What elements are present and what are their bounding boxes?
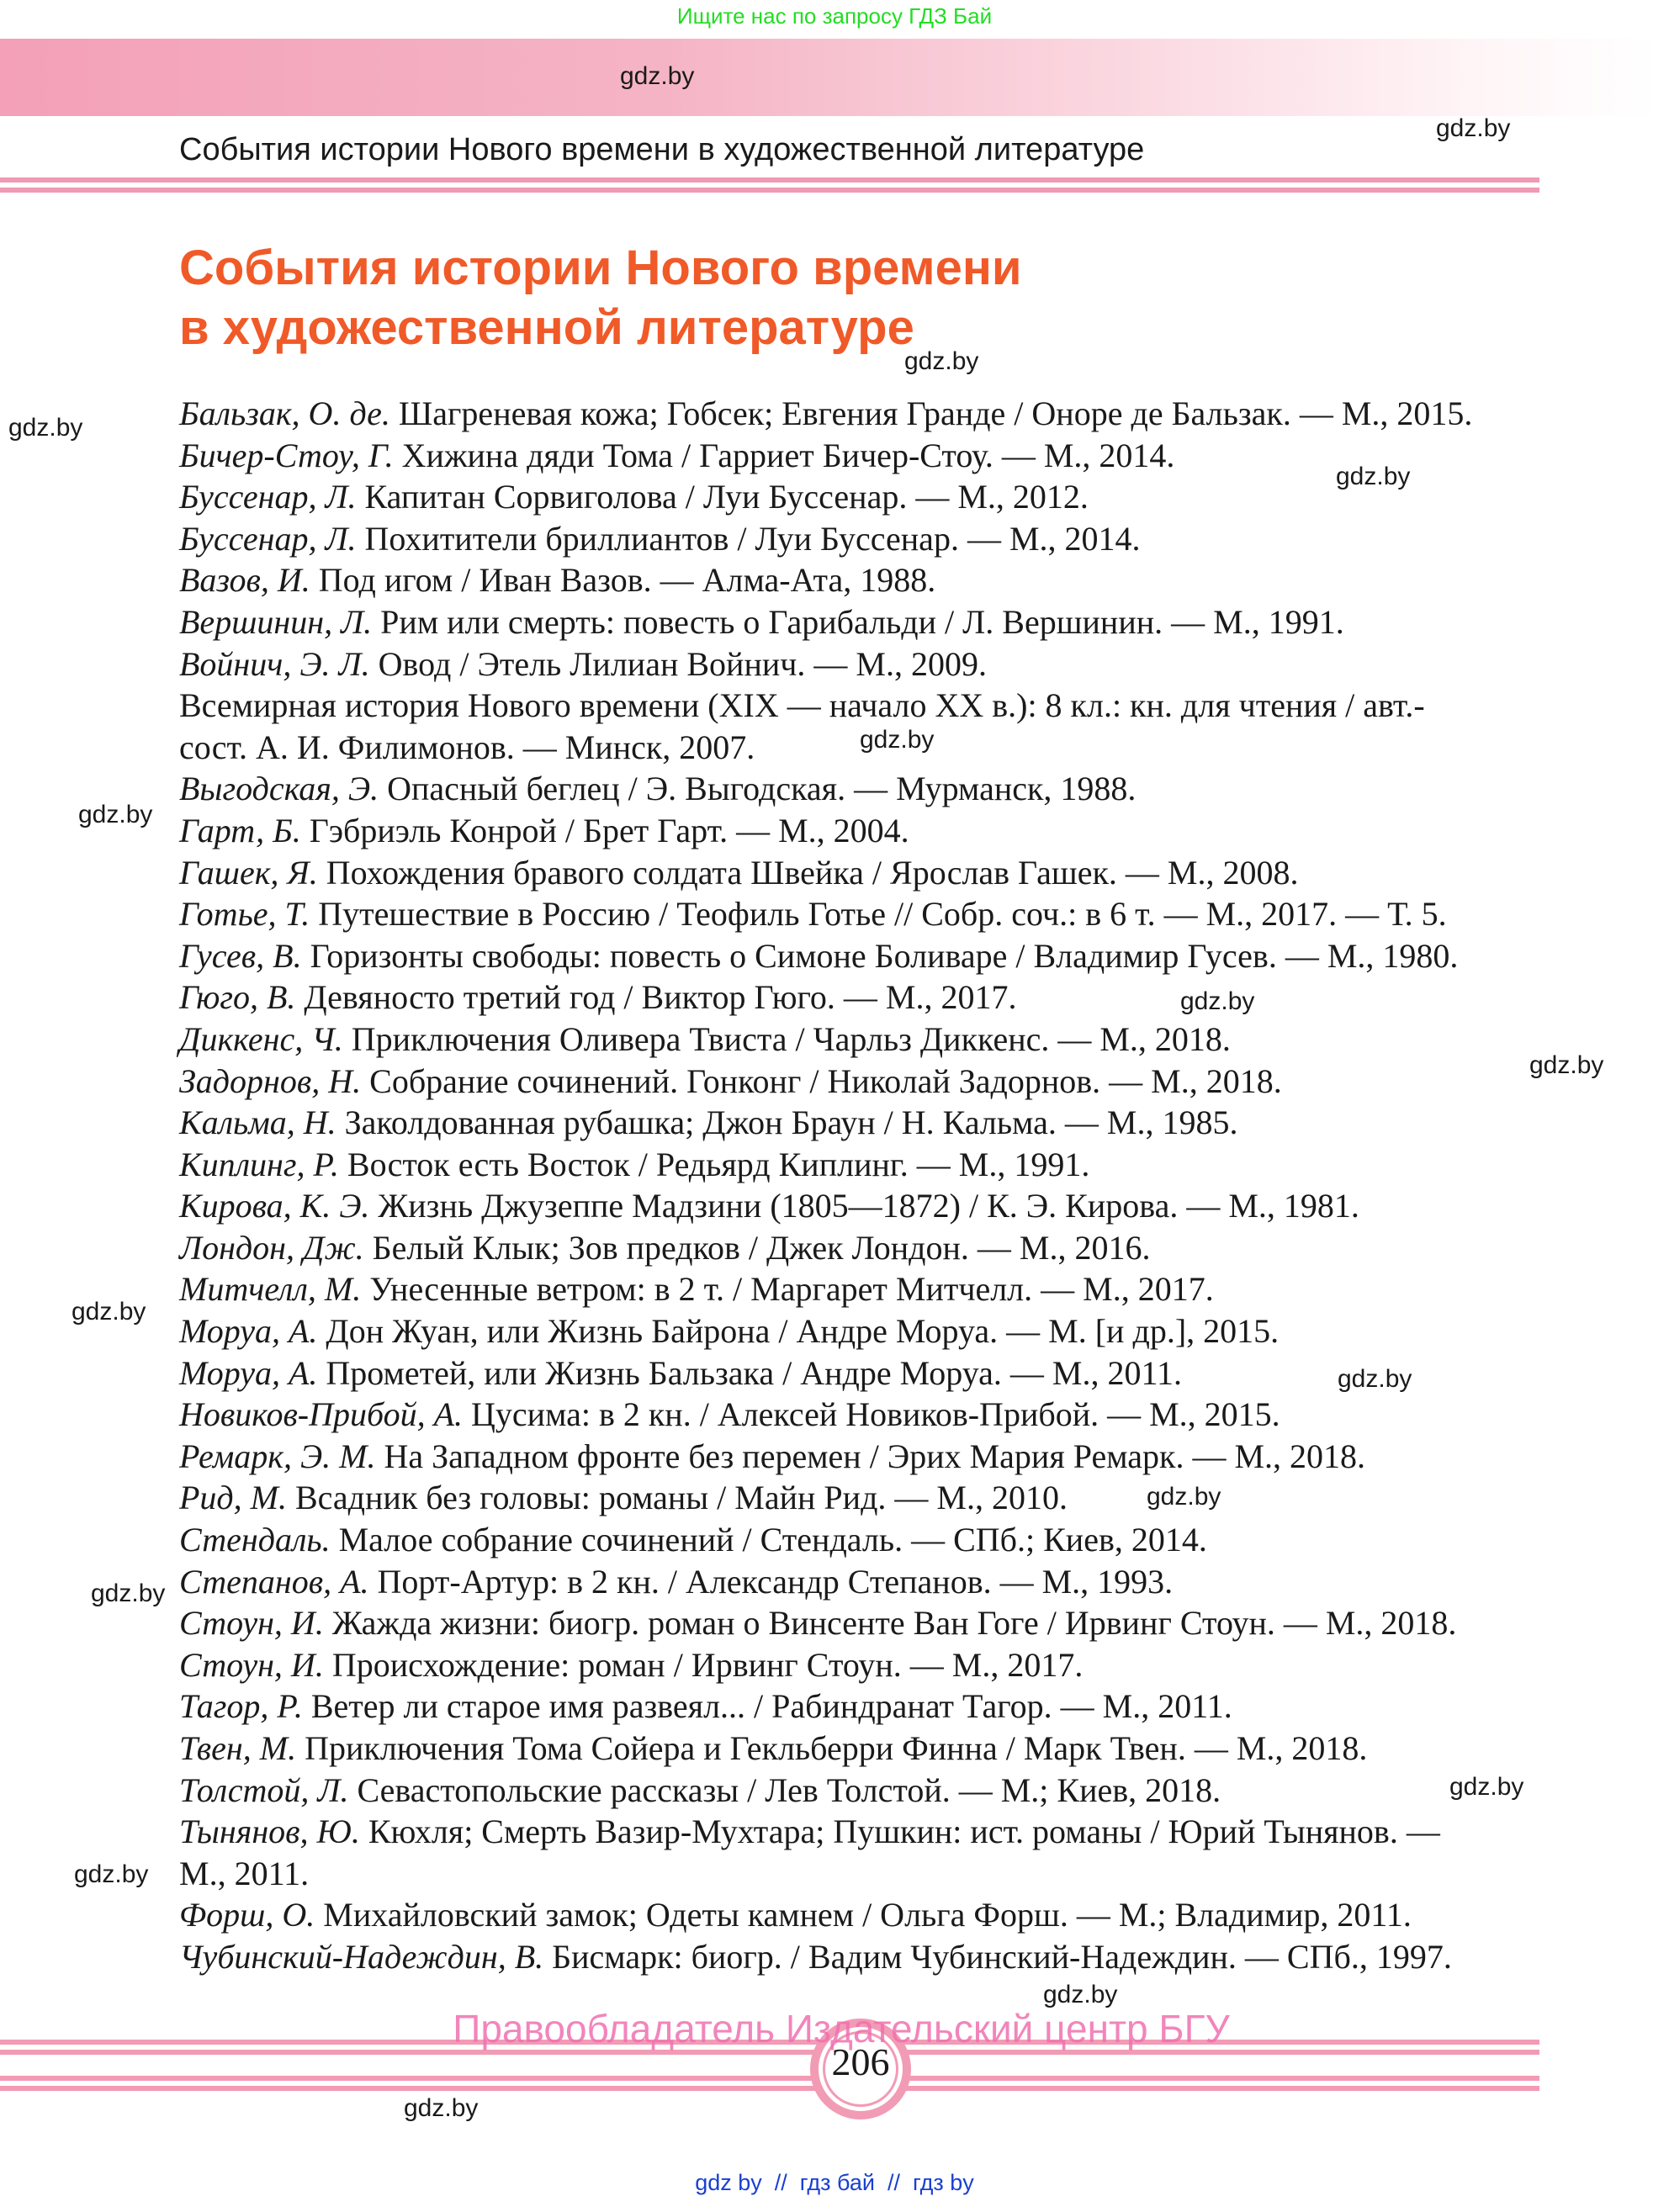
reference-text: Малое собрание сочинений / Стендаль. — СПб.; Киев, 2014. <box>330 1521 1207 1559</box>
reference-text: Ветер ли старое имя развеял... / Рабиндранат Тагор. — М., 2011. <box>302 1687 1232 1726</box>
reference-author: Буссенар, Л. <box>179 478 357 516</box>
promo-banner-top: Ищите нас по запросу ГДЗ Бай <box>676 3 993 29</box>
reference-text: Путешествие в Россию / Теофиль Готье // Собр. соч.: в 6 т. — М., 2017. — Т. 5. <box>310 895 1447 934</box>
reference-text: Похитители бриллиантов / Луи Буссенар. — М., 2014. <box>356 519 1141 558</box>
watermark: gdz.by <box>404 2094 479 2122</box>
reference-text: Жизнь Джузеппе Мадзини (1805—1872) / К. Э. Кирова. — М., 1981. <box>369 1187 1359 1225</box>
watermark: gdz.by <box>91 1580 166 1607</box>
reference-text: Всемирная история Нового времени (XIX — начало XX в.): 8 кл.: кн. для чтения / авт.- <box>179 686 1425 725</box>
reference-entry <box>179 893 1542 935</box>
reference-author: Стендаль. <box>179 1521 331 1559</box>
reference-text: На Западном фронте без перемен / Эрих Мария Ремарк. — М., 2018. <box>375 1437 1366 1475</box>
reference-author: Моруа, А. <box>179 1353 318 1392</box>
watermark: gdz.by <box>8 414 83 442</box>
footer-rule-4 <box>0 2086 1539 2091</box>
reference-entry <box>179 1685 1542 1728</box>
reference-entry <box>179 1811 1542 1853</box>
reference-author: Войнич, Э. Л. <box>179 644 370 683</box>
watermark: gdz.by <box>1449 1773 1524 1801</box>
reference-entry <box>179 1561 1542 1603</box>
reference-text: Белый Клык; Зов предков / Джек Лондон. — М., 2016. <box>363 1228 1151 1267</box>
reference-entry <box>179 1853 1542 1895</box>
reference-entry <box>179 727 1542 769</box>
reference-text: Севастопольские рассказы / Лев Толстой. — М.; Киев, 2018. <box>348 1770 1221 1809</box>
reference-text: Дон Жуан, или Жизнь Байрона / Андре Моруа. — М. [и др.], 2015. <box>317 1312 1280 1351</box>
reference-text: Всадник без головы: романы / Майн Рид. — М., 2010. <box>287 1479 1068 1517</box>
header-rule-bottom <box>0 188 1539 193</box>
reference-text: Михайловский замок; Одеты камнем / Ольга Форш. — М.; Владимир, 2011. <box>315 1896 1412 1934</box>
reference-text: Шагреневая кожа; Гобсек; Евгения Гранде / Оноре де Бальзак. — М., 2015. <box>389 394 1473 432</box>
reference-entry <box>179 1352 1542 1394</box>
page-number: 206 <box>831 2040 890 2083</box>
watermark: gdz.by <box>78 801 153 828</box>
reference-text: Собрание сочинений. Гонконг / Николай Задорнов. — М., 2018. <box>361 1061 1282 1100</box>
reference-entry <box>179 935 1542 977</box>
reference-entry <box>179 559 1542 601</box>
reference-text: Приключения Тома Сойера и Гекльберри Финна / Марк Твен. — М., 2018. <box>296 1729 1368 1767</box>
reference-entry <box>179 643 1542 685</box>
rights-holder-watermark: Правообладатель Издательский центр БГУ <box>453 2007 1230 2051</box>
reference-entry <box>179 393 1542 435</box>
reference-text: Прометей, или Жизнь Бальзака / Андре Моруа. — М., 2011. <box>317 1353 1182 1392</box>
reference-author: Бичер-Стоу, Г. <box>179 436 394 474</box>
reference-author: Новиков-Прибой, А. <box>179 1395 464 1434</box>
reference-text: М., 2011. <box>179 1854 310 1892</box>
reference-entry <box>179 810 1542 852</box>
watermark: gdz.by <box>1436 114 1511 142</box>
reference-author: Твен, М. <box>179 1729 297 1767</box>
reference-author: Степанов, А. <box>179 1562 369 1601</box>
reference-author: Чубинский-Надеждин, В. <box>179 1937 544 1976</box>
reference-entry <box>179 1728 1542 1770</box>
reference-entry <box>179 1936 1542 1978</box>
header-gradient-band <box>0 39 1659 116</box>
page-title-line-1: События истории Нового времени <box>179 241 1022 295</box>
reference-author: Гарт, Б. <box>179 811 301 849</box>
reference-author: Выгодская, Э. <box>179 770 379 808</box>
reference-author: Вершинин, Л. <box>179 602 373 641</box>
reference-entry <box>179 1144 1542 1186</box>
reference-entry <box>179 1227 1542 1269</box>
reference-text: Опасный беглец / Э. Выгодская. — Мурманск, 1988. <box>379 770 1137 808</box>
reference-author: Тагор, Р. <box>179 1687 303 1726</box>
reference-author: Ремарк, Э. М. <box>179 1437 376 1475</box>
reference-author: Готье, Т. <box>179 895 310 934</box>
running-header: События истории Нового времени в художественной литературе <box>179 132 1145 167</box>
reference-entry <box>179 852 1542 894</box>
reference-text: Капитан Сорвиголова / Луи Буссенар. — М., 2012. <box>356 478 1089 516</box>
reference-author: Стоун, И. <box>179 1604 324 1643</box>
watermark: gdz.by <box>74 1860 149 1888</box>
reference-list <box>179 393 1542 1978</box>
page-title-line-2: в художественной литературе <box>179 300 914 355</box>
reference-text: Хижина дяди Тома / Гарриет Бичер-Стоу. — М., 2014. <box>393 436 1175 474</box>
reference-entry <box>179 1894 1542 1936</box>
reference-text: Приключения Оливера Твиста / Чарльз Диккенс. — М., 2018. <box>342 1019 1231 1058</box>
reference-text: Овод / Этель Лилиан Войнич. — М., 2009. <box>369 644 987 683</box>
reference-text: Заколдованная рубашка; Джон Браун / Н. Кальма. — М., 1985. <box>336 1103 1238 1142</box>
reference-entry <box>179 1770 1542 1812</box>
watermark: gdz.by <box>860 726 935 754</box>
reference-text: Гэбриэль Конрой / Брет Гарт. — М., 2004. <box>300 811 909 849</box>
reference-text: Горизонты свободы: повесть о Симоне Боливаре / Владимир Гусев. — М., 1980. <box>301 936 1459 975</box>
reference-text: Происхождение: роман / Ирвинг Стоун. — М., 2017. <box>323 1645 1084 1684</box>
reference-entry <box>179 1310 1542 1352</box>
reference-entry <box>179 1644 1542 1686</box>
watermark: gdz.by <box>1147 1483 1221 1511</box>
reference-entry <box>179 1394 1542 1436</box>
reference-author: Задорнов, Н. <box>179 1061 362 1100</box>
reference-author: Рид, М. <box>179 1479 287 1517</box>
reference-author: Гусев, В. <box>179 936 302 975</box>
reference-author: Форш, О. <box>179 1896 315 1934</box>
watermark: gdz.by <box>620 62 695 90</box>
reference-author: Кальма, Н. <box>179 1103 336 1142</box>
reference-text: Бисмарк: биогр. / Вадим Чубинский-Надеждин. — СПб., 1997. <box>543 1937 1452 1976</box>
reference-text: Порт-Артур: в 2 кн. / Александр Степанов. — М., 1993. <box>368 1562 1174 1601</box>
reference-entry <box>179 476 1542 518</box>
reference-entry <box>179 685 1542 727</box>
reference-entry <box>179 976 1542 1019</box>
watermark: gdz.by <box>1529 1051 1604 1079</box>
reference-text: Цусима: в 2 кн. / Алексей Новиков-Прибой. — М., 2015. <box>463 1395 1280 1434</box>
reference-text: Восток есть Восток / Редьярд Киплинг. — М., 1991. <box>338 1145 1090 1183</box>
watermark: gdz.by <box>72 1298 146 1326</box>
reference-text: Похождения бравого солдата Швейка / Ярослав Гашек. — М., 2008. <box>317 853 1299 892</box>
reference-entry <box>179 1436 1542 1478</box>
watermark: gdz.by <box>1043 1981 1118 2008</box>
watermark: gdz.by <box>1180 987 1255 1015</box>
reference-author: Толстой, Л. <box>179 1770 349 1809</box>
reference-text: Унесенные ветром: в 2 т. / Маргарет Митчелл. — М., 2017. <box>361 1270 1214 1309</box>
reference-author: Диккенс, Ч. <box>179 1019 343 1058</box>
footer-rule-3 <box>0 2076 1539 2081</box>
reference-author: Бальзак, О. де. <box>179 394 390 432</box>
header-rule-top <box>0 177 1539 183</box>
reference-text: Под игом / Иван Вазов. — Алма-Ата, 1988. <box>310 561 936 600</box>
reference-text: Рим или смерть: повесть о Гарибальди / Л. Вершинин. — М., 1991. <box>372 602 1344 641</box>
reference-entry <box>179 1102 1542 1144</box>
reference-text: Жажда жизни: биогр. роман о Винсенте Ван Гоге / Ирвинг Стоун. — М., 2018. <box>323 1604 1457 1643</box>
reference-entry <box>179 518 1542 560</box>
reference-author: Моруа, А. <box>179 1312 318 1351</box>
reference-entry <box>179 1061 1542 1103</box>
reference-entry <box>179 601 1542 643</box>
reference-entry <box>179 1477 1542 1519</box>
reference-text: сост. А. И. Филимонов. — Минск, 2007. <box>179 728 755 766</box>
promo-banner-bottom: gdz by // гдз бай // гдз by <box>695 2170 974 2195</box>
reference-entry <box>179 1185 1542 1227</box>
reference-text: Кюхля; Смерть Вазир-Мухтара; Пушкин: ист. романы / Юрий Тынянов. — <box>359 1812 1440 1851</box>
watermark: gdz.by <box>1336 463 1411 490</box>
reference-entry <box>179 1019 1542 1061</box>
watermark: gdz.by <box>904 347 979 375</box>
reference-author: Митчелл, М. <box>179 1270 362 1309</box>
reference-entry <box>179 435 1542 477</box>
reference-author: Тынянов, Ю. <box>179 1812 360 1851</box>
watermark: gdz.by <box>1338 1365 1412 1393</box>
reference-entry <box>179 768 1542 810</box>
reference-author: Кирова, К. Э. <box>179 1187 370 1225</box>
reference-author: Вазов, И. <box>179 561 310 600</box>
reference-author: Лондон, Дж. <box>179 1228 364 1267</box>
page-title <box>179 238 1022 357</box>
reference-entry <box>179 1602 1542 1644</box>
reference-author: Гюго, В. <box>179 978 296 1017</box>
reference-entry <box>179 1268 1542 1310</box>
reference-entry <box>179 1519 1542 1561</box>
reference-author: Буссенар, Л. <box>179 519 357 558</box>
reference-author: Стоун, И. <box>179 1645 324 1684</box>
reference-author: Киплинг, Р. <box>179 1145 339 1183</box>
reference-text: Девяносто третий год / Виктор Гюго. — М., 2017. <box>295 978 1017 1017</box>
reference-author: Гашек, Я. <box>179 853 318 892</box>
